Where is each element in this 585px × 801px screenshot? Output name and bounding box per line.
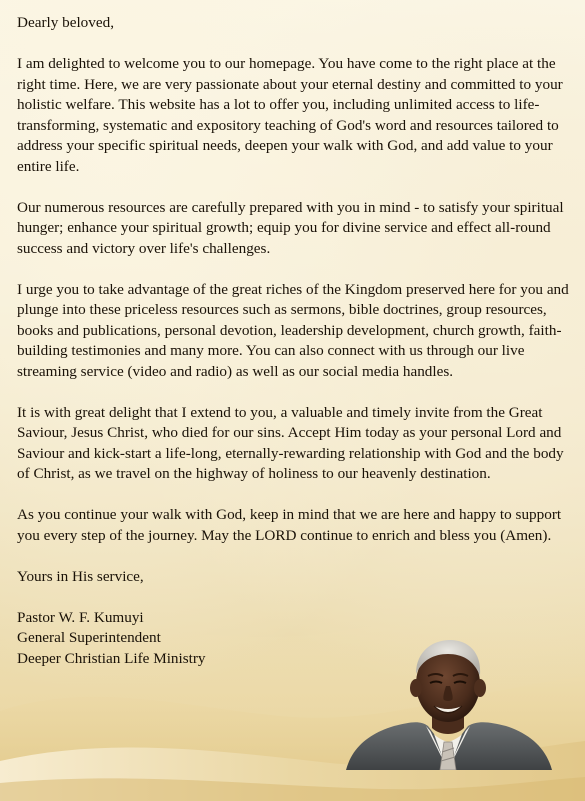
signature-title: General Superintendent	[17, 629, 161, 646]
paragraph-resources: Our numerous resources are carefully prepared with you in mind - to satisfy your spiritual hunger; enhance your spiritual growth; equip you for divine service and effect all-round success and victory over life's challenges.	[17, 198, 564, 257]
signature-organization: Deeper Christian Life Ministry	[17, 649, 206, 667]
closing: Yours in His service,	[17, 567, 144, 585]
pastor-portrait-image	[346, 630, 552, 770]
paragraph-support: As you continue your walk with God, keep in mind that we are here and happy to support you every step of the journey. May the LORD continue to enrich and bless you (Amen).	[17, 506, 562, 544]
letter-body	[17, 13, 573, 669]
signature-name: Pastor W. F. Kumuyi	[17, 608, 144, 626]
paragraph-welcome: I am delighted to welcome you to our homepage. You have come to the right place at the right time. Here, we are very passionate about your eternal destiny and committed to your holistic welfare. This website has a lot to offer you, including unlimited access to life-transforming, systematic and expository teaching of God's word and resources tailored to address your specific spiritual needs, deepen your walk with God, and add value to your entire life.	[17, 55, 563, 175]
paragraph-invitation: It is with great delight that I extend to you, a valuable and timely invite from the Great Saviour, Jesus Christ, who died for our sins. Accept Him today as your personal Lord and Saviour and kick-start a life-long, eternally-rewarding relationship with God and the body of Christ, as we travel on the highway of holiness to our heavenly destination.	[17, 403, 564, 482]
salutation: Dearly beloved,	[17, 14, 114, 31]
paragraph-riches: I urge you to take advantage of the great riches of the Kingdom preserved here for you and plunge into these priceless resources such as sermons, bible doctrines, group resources, books and publications, personal devotion, leadership development, church growth, faith-building testimonies and many more. You can also connect with us through our live streaming service (video and radio) as well as our social media handles.	[17, 280, 569, 380]
